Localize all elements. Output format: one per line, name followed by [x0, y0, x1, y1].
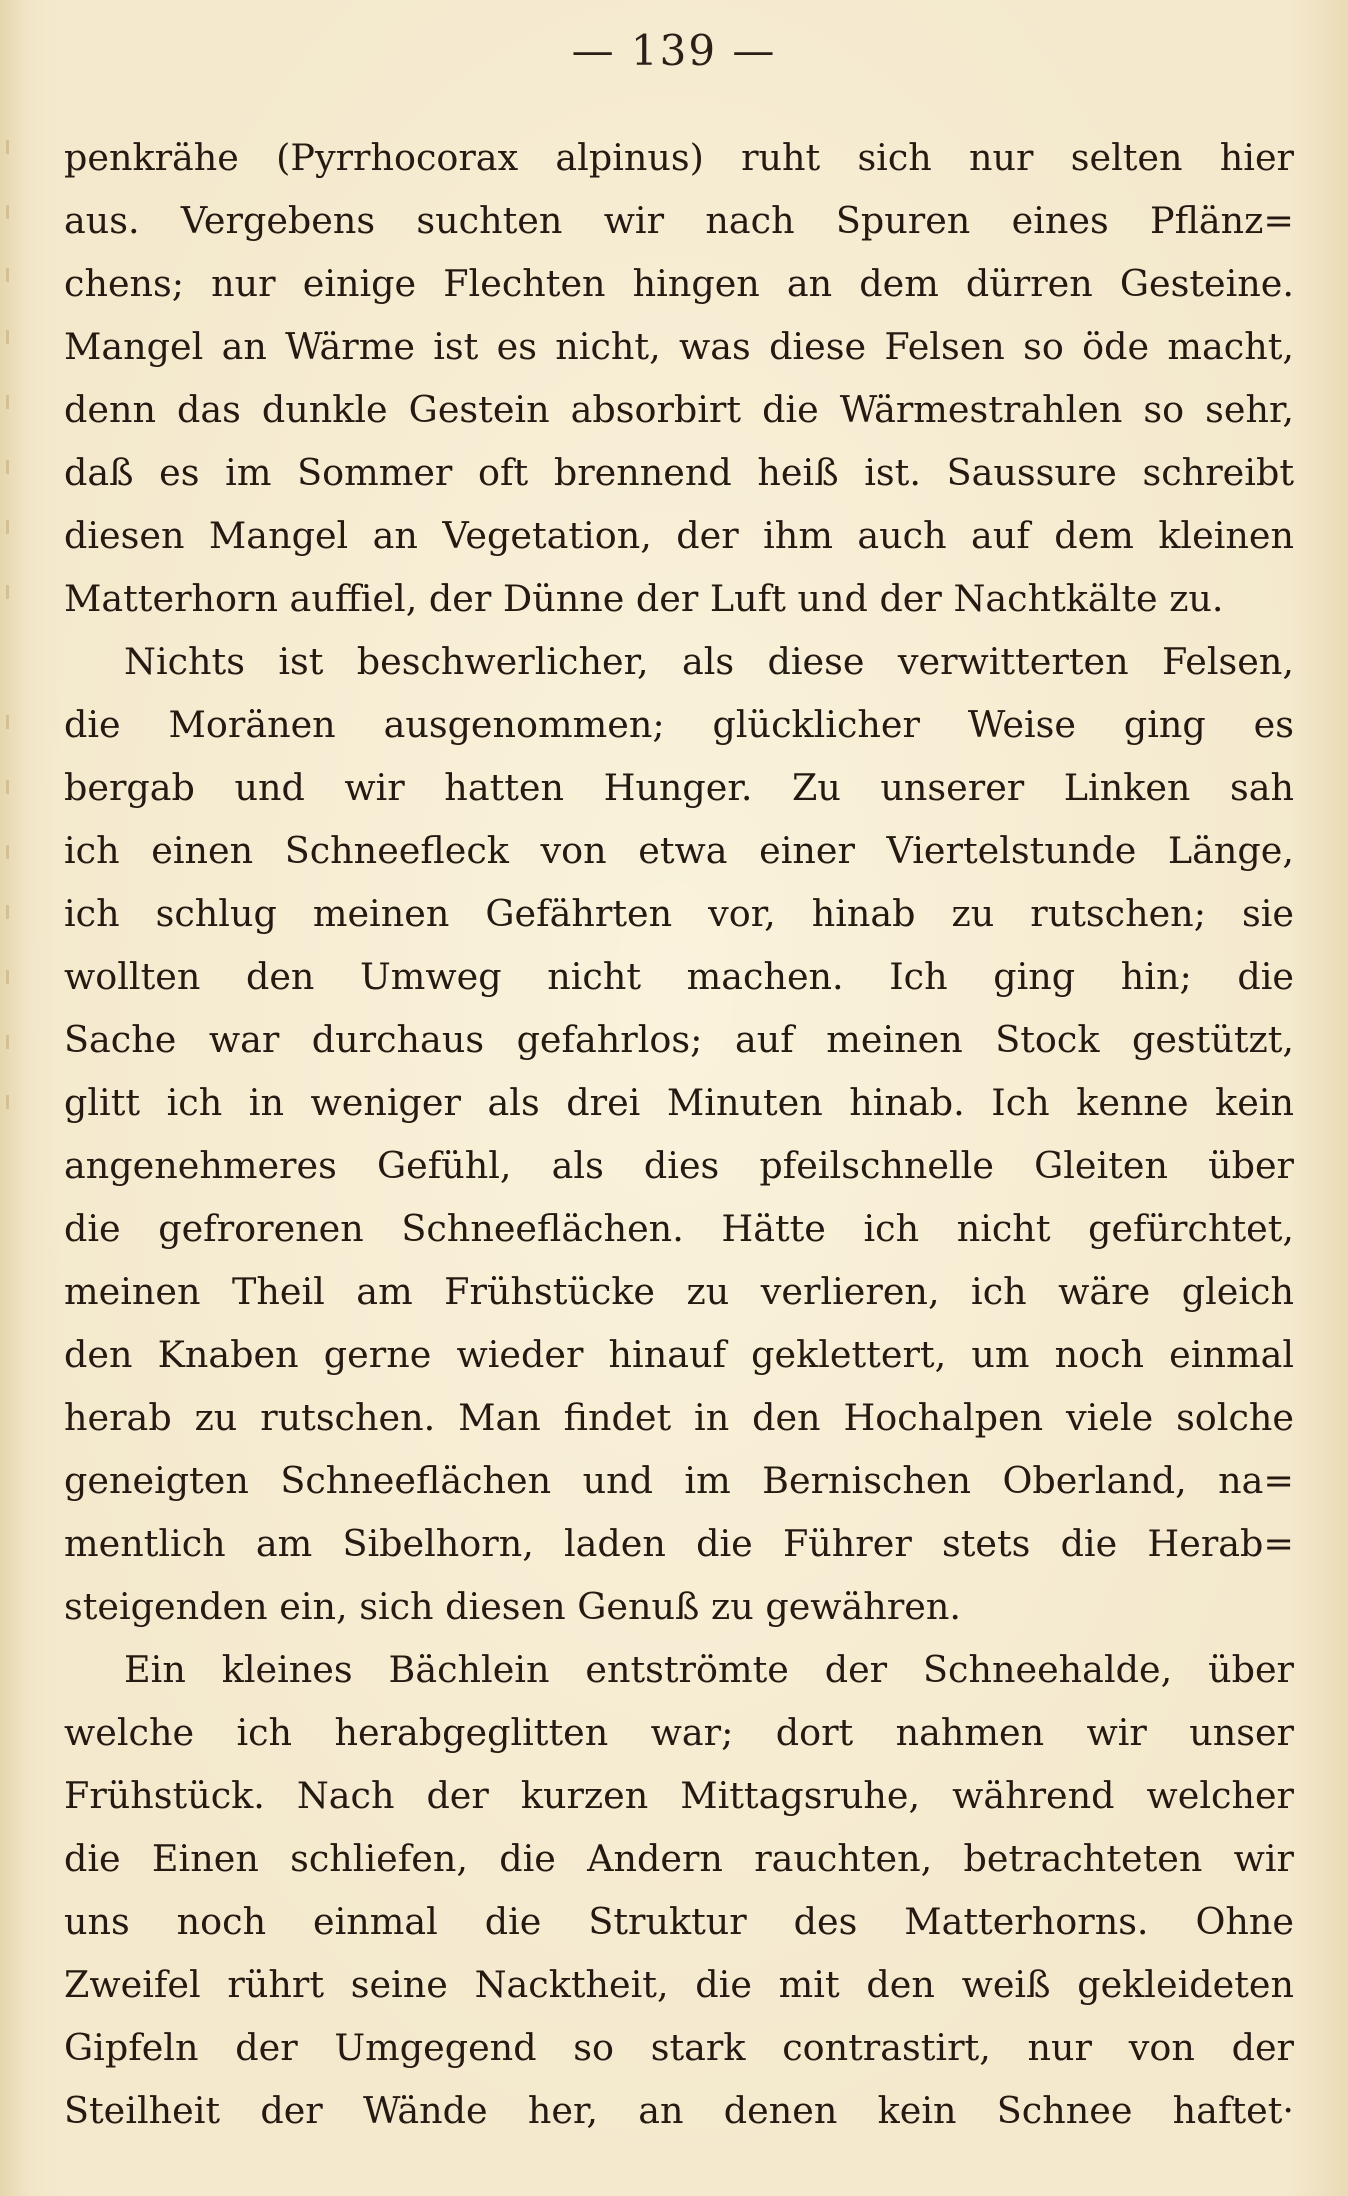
text-line: Matterhorn auffiel, der Dünne der Luft und der Nachtkälte zu.	[64, 577, 1224, 620]
text-line: chens; nur einige Flechten hingen an dem dürren Gesteine.	[64, 262, 1294, 305]
text-line: die gefrorenen Schneeflächen. Hätte ich nicht gefürchtet,	[64, 1207, 1294, 1250]
text-line: glitt ich in weniger als drei Minuten hinab. Ich kenne kein	[64, 1081, 1294, 1124]
text-line: ich schlug meinen Gefährten vor, hinab zu rutschen; sie	[64, 892, 1294, 935]
text-line: welche ich herabgeglitten war; dort nahmen wir unser	[64, 1711, 1294, 1754]
text-line: Gipfeln der Umgegend so stark contrastirt, nur von der	[64, 2026, 1294, 2069]
text-line: herab zu rutschen. Man findet in den Hochalpen viele solche	[64, 1396, 1294, 1439]
text-line: aus. Vergebens suchten wir nach Spuren eines Pflänz=	[64, 199, 1294, 242]
text-line: Frühstück. Nach der kurzen Mittagsruhe, während welcher	[64, 1774, 1294, 1817]
text-line: Sache war durchaus gefahrlos; auf meinen Stock gestützt,	[64, 1018, 1294, 1061]
gutter-marks	[0, 0, 20, 2196]
text-line: Zweifel rührt seine Nacktheit, die mit den weiß gekleideten	[64, 1963, 1294, 2006]
text-line: die Moränen ausgenommen; glücklicher Weise ging es	[64, 703, 1294, 746]
text-line: denn das dunkle Gestein absorbirt die Wärmestrahlen so sehr,	[64, 388, 1294, 431]
text-line: geneigten Schneeflächen und im Bernischen Oberland, na=	[64, 1459, 1294, 1502]
text-line: Ein kleines Bächlein entströmte der Schneehalde, über	[124, 1648, 1294, 1691]
text-line: meinen Theil am Frühstücke zu verlieren, ich wäre gleich	[64, 1270, 1294, 1313]
text-line: angenehmeres Gefühl, als dies pfeilschnelle Gleiten über	[64, 1144, 1294, 1187]
text-line: diesen Mangel an Vegetation, der ihm auch auf dem kleinen	[64, 514, 1294, 557]
body-text	[64, 126, 1294, 2142]
text-line: Mangel an Wärme ist es nicht, was diese Felsen so öde macht,	[64, 325, 1294, 368]
text-line: steigenden ein, sich diesen Genuß zu gewähren.	[64, 1585, 961, 1628]
text-line: mentlich am Sibelhorn, laden die Führer stets die Herab=	[64, 1522, 1294, 1565]
page-number: — 139 —	[571, 26, 777, 75]
text-line: penkrähe (Pyrrhocorax alpinus) ruht sich nur selten hier	[64, 136, 1294, 179]
text-line: Nichts ist beschwerlicher, als diese verwitterten Felsen,	[124, 640, 1294, 683]
text-line: uns noch einmal die Struktur des Matterhorns. Ohne	[64, 1900, 1294, 1943]
text-line: bergab und wir hatten Hunger. Zu unserer Linken sah	[64, 766, 1294, 809]
text-line: wollten den Umweg nicht machen. Ich ging hin; die	[64, 955, 1294, 998]
text-line: den Knaben gerne wieder hinauf geklettert, um noch einmal	[64, 1333, 1294, 1376]
text-line: ich einen Schneefleck von etwa einer Viertelstunde Länge,	[64, 829, 1294, 872]
text-line: die Einen schliefen, die Andern rauchten, betrachteten wir	[64, 1837, 1294, 1880]
text-line: Steilheit der Wände her, an denen kein Schnee haftet·	[64, 2089, 1294, 2132]
text-line: daß es im Sommer oft brennend heiß ist. Saussure schreibt	[64, 451, 1294, 494]
